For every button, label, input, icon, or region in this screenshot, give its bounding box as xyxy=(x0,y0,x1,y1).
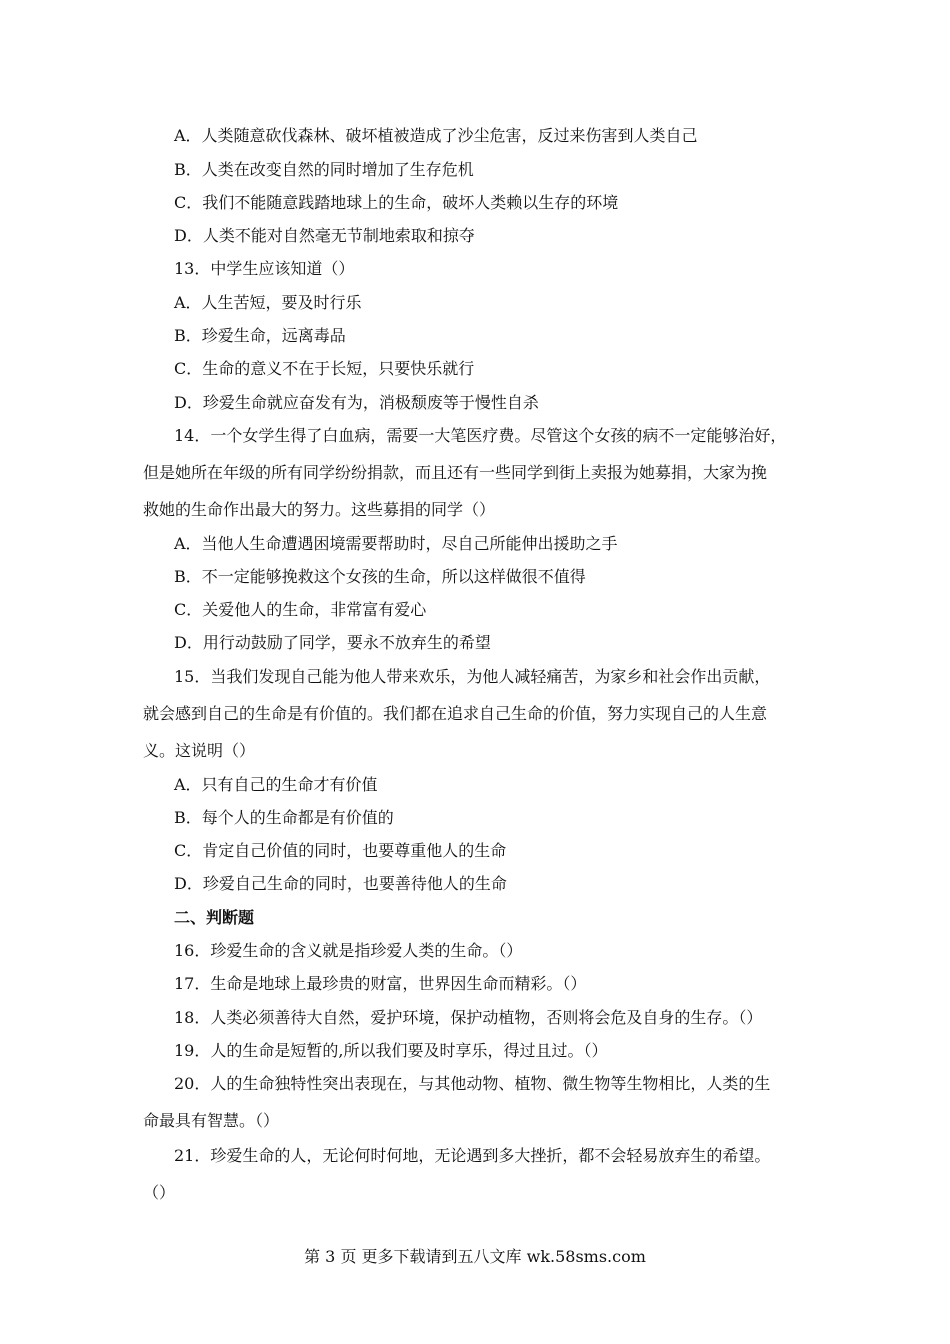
option-15d: D．珍爱自己生命的同时，也要善待他人的生命 xyxy=(174,874,507,893)
option-15b: B．每个人的生命都是有价值的 xyxy=(174,808,394,827)
question-14-line-3: 救她的生命作出最大的努力。这些募捐的同学（） xyxy=(143,500,496,519)
question-18: 18．人类必须善待大自然，爱护环境，保护动植物，否则将会危及自身的生存。（） xyxy=(174,1008,763,1027)
question-20-line-1: 20．人的生命独特性突出表现在，与其他动物、植物、微生物等生物相比，人类的生 xyxy=(174,1074,771,1093)
question-21-line-1: 21．珍爱生命的人，无论何时何地，无论遇到多大挫折，都不会轻易放弃生的希望。 xyxy=(174,1146,771,1165)
option-14c: C．关爱他人的生命，非常富有爱心 xyxy=(174,600,427,619)
question-15-line-2: 就会感到自己的生命是有价值的。我们都在追求自己生命的价值，努力实现自己的人生意 xyxy=(143,704,768,723)
option-15c: C．肯定自己价值的同时，也要尊重他人的生命 xyxy=(174,841,507,860)
option-12c: C．我们不能随意践踏地球上的生命，破坏人类赖以生存的环境 xyxy=(174,193,619,212)
section-heading-true-false: 二、判断题 xyxy=(174,908,255,927)
option-13a: A．人生苦短，要及时行乐 xyxy=(174,293,362,312)
option-14b: B．不一定能够挽救这个女孩的生命，所以这样做很不值得 xyxy=(174,567,586,586)
page-footer: 第 3 页 更多下载请到五八文库 wk.58sms.com xyxy=(304,1247,646,1266)
question-20-line-2: 命最具有智慧。（） xyxy=(143,1111,280,1130)
option-12b: B．人类在改变自然的同时增加了生存危机 xyxy=(174,160,474,179)
option-15a: A．只有自己的生命才有价值 xyxy=(174,775,378,794)
option-13d: D．珍爱生命就应奋发有为，消极颓废等于慢性自杀 xyxy=(174,393,539,412)
question-21-line-2: （） xyxy=(143,1183,176,1202)
question-15-line-3: 义。这说明（） xyxy=(143,741,256,760)
option-12a: A．人类随意砍伐森林、破坏植被造成了沙尘危害，反过来伤害到人类自己 xyxy=(174,126,698,145)
option-12d: D．人类不能对自然毫无节制地索取和掠夺 xyxy=(174,226,475,245)
question-14-line-1: 14．一个女学生得了白血病，需要一大笔医疗费。尽管这个女孩的病不一定能够治好， xyxy=(174,426,787,445)
question-17: 17．生命是地球上最珍贵的财富，世界因生命而精彩。（） xyxy=(174,974,587,993)
option-13b: B．珍爱生命，远离毒品 xyxy=(174,326,346,345)
question-19: 19．人的生命是短暂的,所以我们要及时享乐，得过且过。（） xyxy=(174,1041,608,1060)
option-14d: D．用行动鼓励了同学，要永不放弃生的希望 xyxy=(174,633,491,652)
question-16: 16．珍爱生命的含义就是指珍爱人类的生命。（） xyxy=(174,941,523,960)
option-14a: A．当他人生命遭遇困境需要帮助时，尽自己所能伸出援助之手 xyxy=(174,534,618,553)
question-13: 13．中学生应该知道（） xyxy=(174,259,355,278)
option-13c: C．生命的意义不在于长短，只要快乐就行 xyxy=(174,359,475,378)
question-15-line-1: 15．当我们发现自己能为他人带来欢乐，为他人减轻痛苦，为家乡和社会作出贡献， xyxy=(174,667,771,686)
question-14-line-2: 但是她所在年级的所有同学纷纷捐款，而且还有一些同学到街上卖报为她募捐，大家为挽 xyxy=(143,463,768,482)
